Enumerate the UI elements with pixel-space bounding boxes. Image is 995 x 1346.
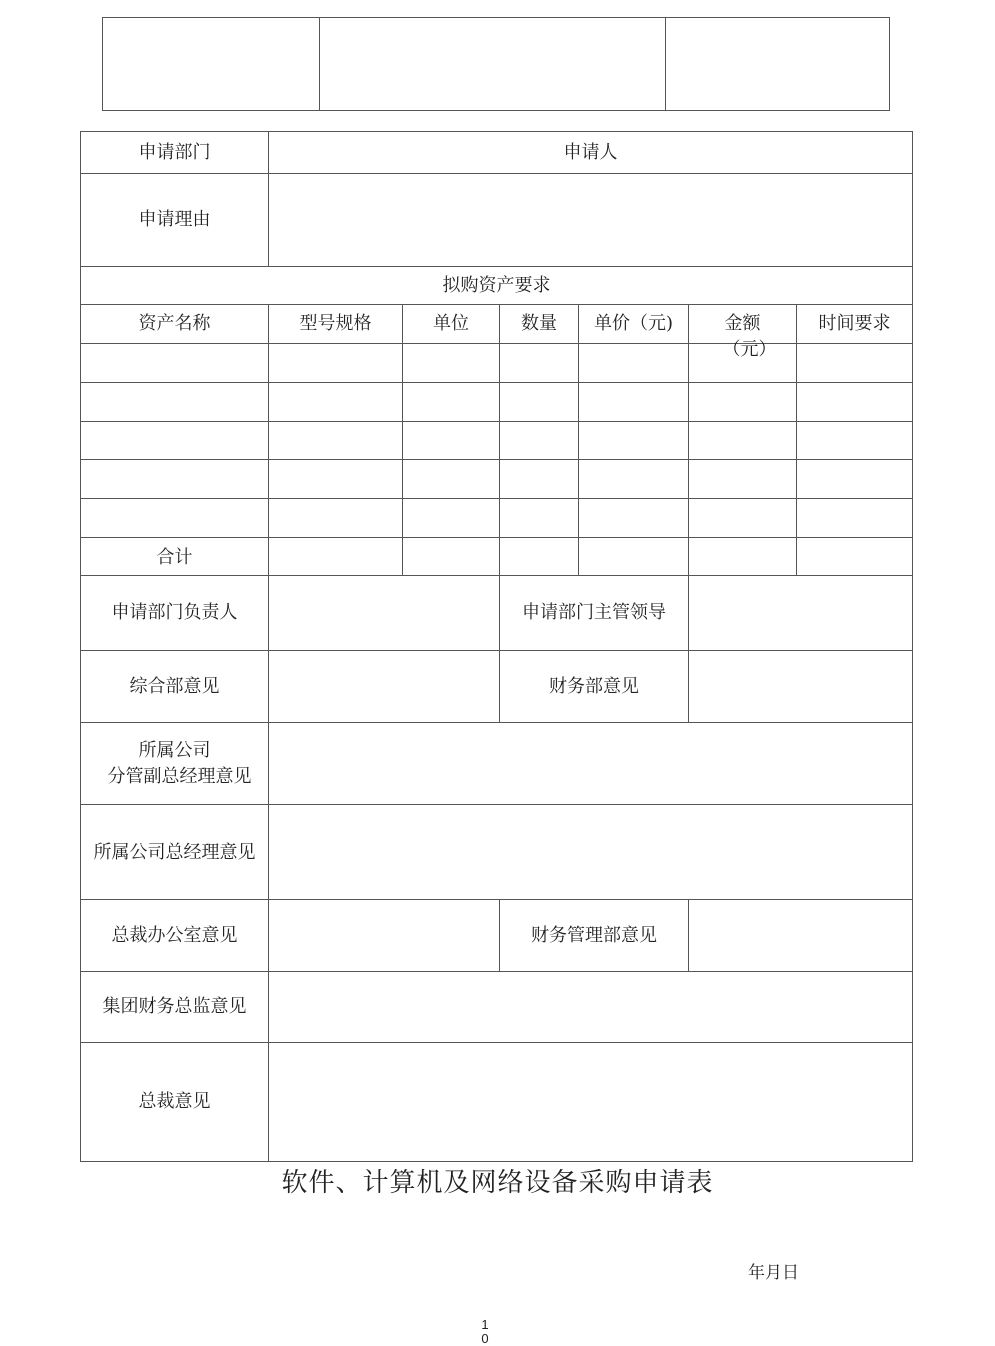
dept-head-field[interactable] xyxy=(269,576,499,650)
dept-head-label: 申请部门负责人 xyxy=(111,602,238,623)
asset-requirements-heading: 拟购资产要求 xyxy=(442,274,551,296)
dept-supervisor-field[interactable] xyxy=(689,576,912,650)
total-label: 合计 xyxy=(156,547,193,568)
col-line xyxy=(402,304,403,575)
gm-opinion-label xyxy=(89,805,260,899)
col-header-quantity: 数量 xyxy=(521,313,557,334)
col-line xyxy=(499,304,500,575)
president-office-opinion-field[interactable] xyxy=(269,900,499,971)
finance-mgmt-opinion-field[interactable] xyxy=(689,900,912,971)
vice-gm-opinion-label xyxy=(81,723,268,804)
row-line xyxy=(81,459,912,460)
page-number-text: 10 xyxy=(481,1317,489,1346)
president-opinion-field[interactable] xyxy=(269,1043,912,1161)
reason-field[interactable] xyxy=(269,174,912,266)
group-cfo-opinion-label: 集团财务总监意见 xyxy=(102,996,247,1017)
col-line xyxy=(578,304,579,575)
finance-mgmt-opinion-label: 财务管理部意见 xyxy=(531,924,657,946)
vice-gm-opinion-line2: 分管副总经理意见 xyxy=(107,765,252,787)
page-number xyxy=(478,1318,492,1346)
purchase-request-form xyxy=(80,131,913,1162)
col-header-unit-price: 单价（元) xyxy=(593,313,674,334)
col-header-amount-text: 金额（元） xyxy=(722,313,777,360)
form-title: 软件、计算机及网络设备采购申请表 xyxy=(281,1167,714,1198)
applicant-dept-label: 申请部门 xyxy=(138,141,211,163)
col-header-time: 时间要求 xyxy=(818,313,891,334)
group-cfo-opinion-field[interactable] xyxy=(269,972,912,1042)
general-dept-opinion-label: 综合部意见 xyxy=(129,675,220,697)
col-line xyxy=(688,304,689,575)
president-office-opinion-label: 总裁办公室意见 xyxy=(111,924,238,946)
president-opinion-label: 总裁意见 xyxy=(138,1091,211,1112)
applicant-label: 申请人 xyxy=(563,141,618,163)
finance-dept-opinion-field[interactable] xyxy=(689,651,912,722)
col-header-asset-name: 资产名称 xyxy=(138,313,211,334)
col-header-amount xyxy=(689,305,796,360)
row-line xyxy=(81,343,912,344)
col-line xyxy=(796,304,797,575)
col-header-model: 型号规格 xyxy=(299,313,372,334)
dept-supervisor-label: 申请部门主管领导 xyxy=(522,602,666,623)
header-box-divider xyxy=(319,18,320,110)
col-header-unit: 单位 xyxy=(433,313,469,334)
general-dept-opinion-field[interactable] xyxy=(269,651,499,722)
row-line xyxy=(81,498,912,499)
vice-gm-opinion-field[interactable] xyxy=(269,723,912,804)
row-line xyxy=(81,382,912,383)
gm-opinion-field[interactable] xyxy=(269,805,912,899)
header-box-divider xyxy=(665,18,666,110)
vice-gm-opinion-line1: 所属公司 xyxy=(138,739,211,761)
header-box xyxy=(102,17,890,111)
gm-opinion-text: 所属公司总经理意见 xyxy=(93,841,256,863)
row-line xyxy=(81,421,912,422)
finance-dept-opinion-label: 财务部意见 xyxy=(549,675,639,697)
reason-label: 申请理由 xyxy=(138,209,211,230)
date-label: 年月日 xyxy=(748,1263,799,1283)
